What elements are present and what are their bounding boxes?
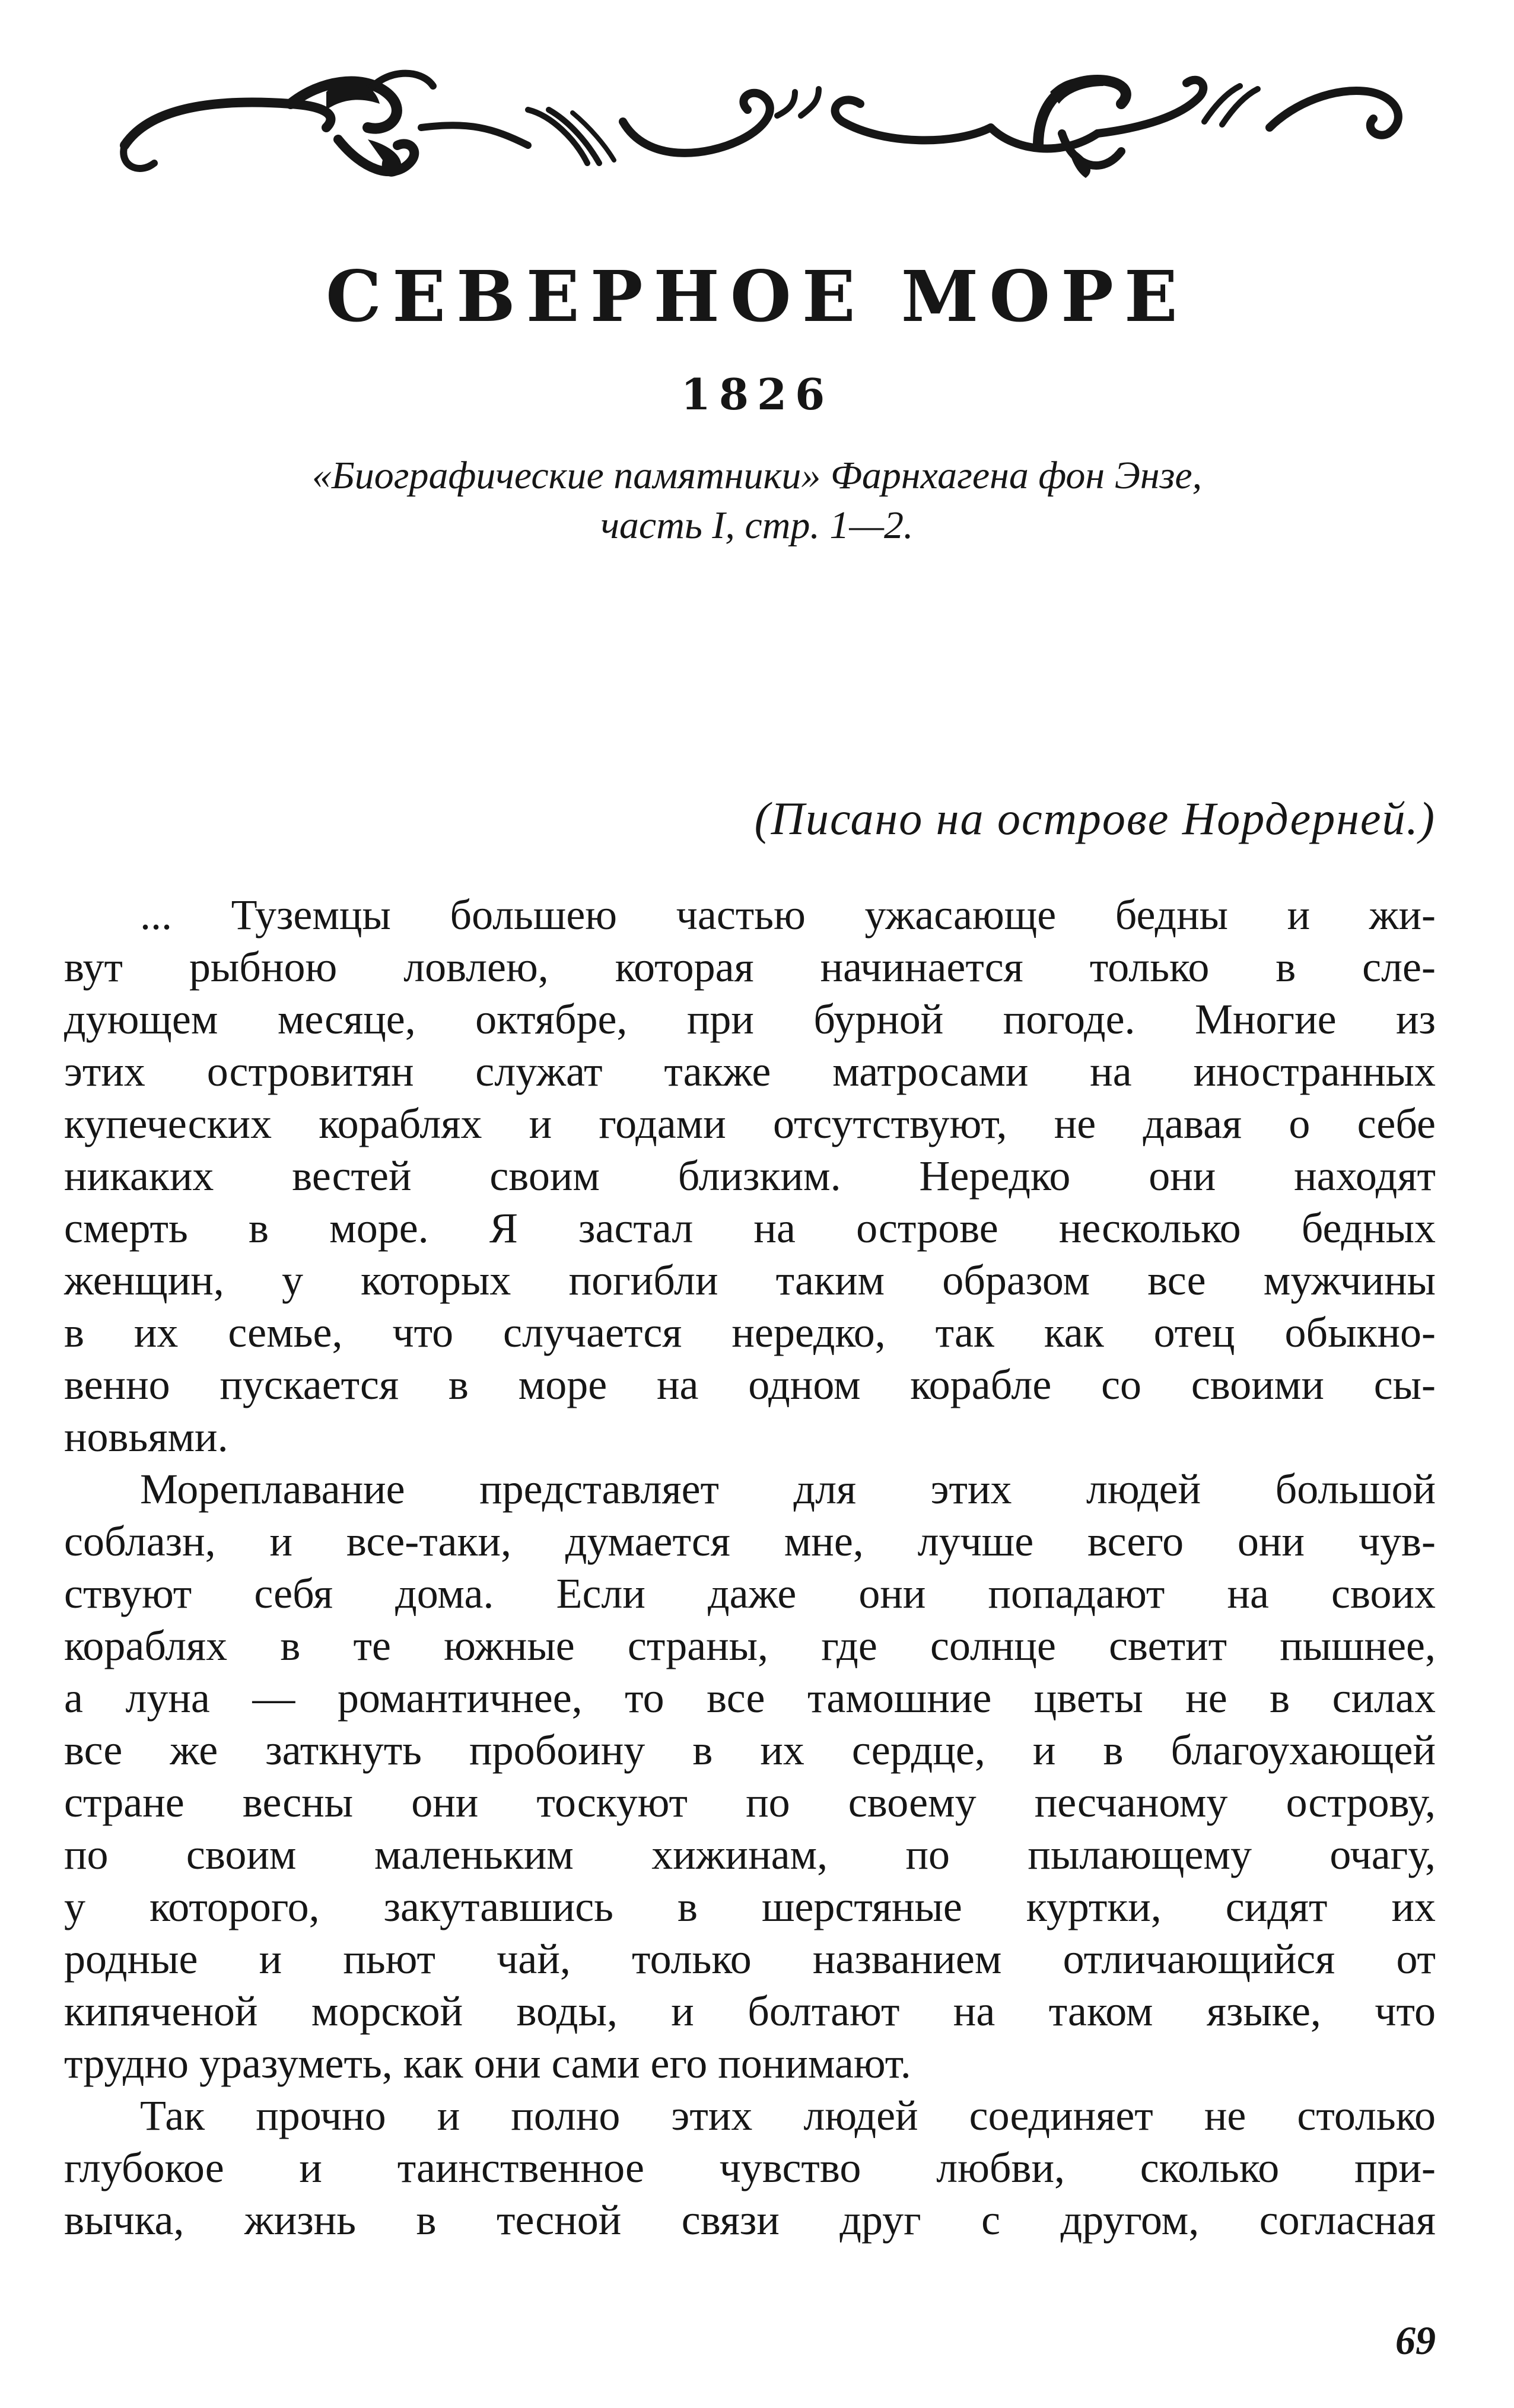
text-line: кораблях в те южные страны, где солнце светит пышнее, — [64, 1622, 1436, 1669]
text-line: смерть в море. Я застал на острове несколько бедных — [64, 1204, 1436, 1252]
text-line: кипяченой морской воды, и болтают на таком языке, что — [64, 1987, 1436, 2035]
writing-place-note: (Писано на острове Нордерней.) — [754, 793, 1436, 844]
text-line: а луна — романтичнее, то все тамошние цветы не в силах — [64, 1674, 1436, 1722]
text-line: Мореплавание представляет для этих людей большой — [140, 1465, 1436, 1513]
text-line: стране весны они тоскуют по своему песчаному острову, — [64, 1779, 1436, 1826]
chapter-year: 1826 — [680, 369, 834, 419]
source-line: часть I, стр. 1—2. — [600, 504, 914, 547]
text-line: купеческих кораблях и годами отсутствуют, не давая о себе — [64, 1100, 1436, 1147]
text-line: соблазн, и все-таки, думается мне, лучше всего они чув- — [64, 1518, 1436, 1565]
text-line: венно пускается в море на одном корабле со своими сы- — [64, 1361, 1436, 1408]
decorative-scroll-ornament — [113, 56, 1412, 199]
text-line: вычка, жизнь в тесной связи друг с другом, согласная — [64, 2196, 1436, 2244]
text-line: вут рыбною ловлею, которая начинается только в сле- — [64, 943, 1436, 991]
text-line: никаких вестей своим близким. Нередко они находят — [64, 1152, 1436, 1200]
text-line: ствуют себя дома. Если даже они попадают на своих — [64, 1570, 1436, 1617]
page-number: 69 — [1395, 2318, 1436, 2363]
text-line: этих островитян служат также матросами на иностранных — [64, 1048, 1436, 1095]
text-line: ... Туземцы большею частью ужасающе бедны и жи- — [140, 891, 1436, 939]
text-line: все же заткнуть пробоину в их сердце, и в благоухающей — [64, 1726, 1436, 1774]
text-line: дующем месяце, октябре, при бурной погоде. Многие из — [64, 995, 1436, 1043]
text-line: Так прочно и полно этих людей соединяет не столько — [140, 2092, 1436, 2139]
body-text — [64, 889, 1436, 2246]
text-line: у которого, закутавшись в шерстяные куртки, сидят их — [64, 1883, 1436, 1930]
source-line: «Биографические памятники» Фарнхагена фон Энзе, — [311, 454, 1203, 497]
text-line: глубокое и таинственное чувство любви, сколько при- — [64, 2144, 1436, 2191]
text-line: трудно уразуметь, как они сами его понимают. — [64, 2040, 911, 2087]
text-line: по своим маленьким хижинам, по пылающему очагу, — [64, 1831, 1436, 1878]
text-line: женщин, у которых погибли таким образом все мужчины — [64, 1257, 1436, 1304]
text-line: родные и пьют чай, только названием отличающийся от — [64, 1935, 1436, 1983]
source-citation — [119, 451, 1395, 551]
text-line: в их семье, что случается нередко, так как отец обыкно- — [64, 1309, 1436, 1356]
chapter-title: СЕВЕРНОЕ МОРЕ — [326, 255, 1188, 338]
text-line: новьями. — [64, 1413, 228, 1461]
